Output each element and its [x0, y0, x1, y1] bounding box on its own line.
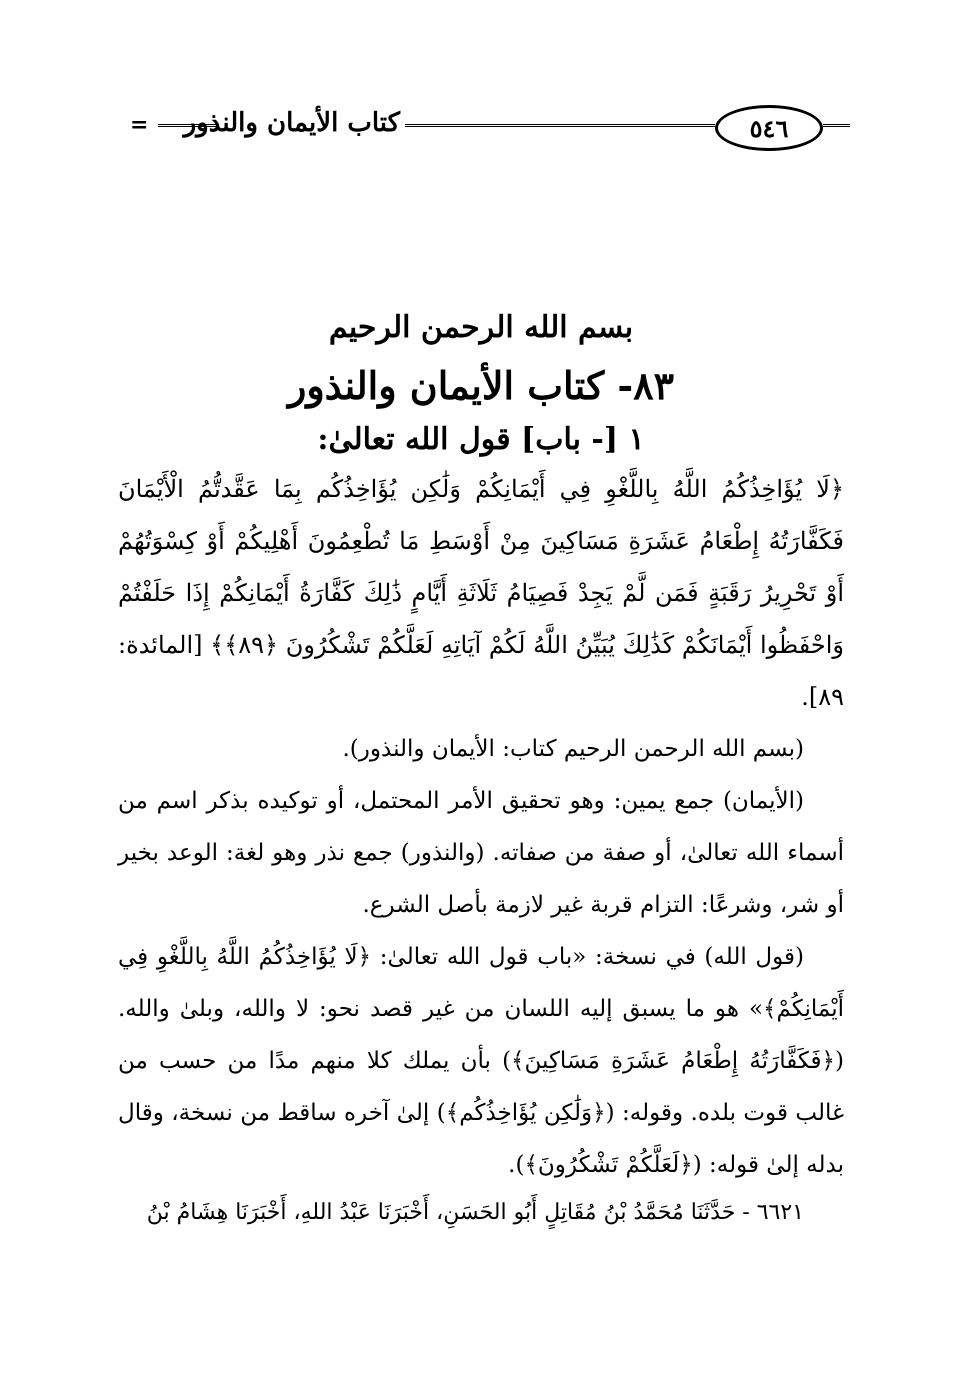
page-content [118, 310, 844, 1235]
hadith-chain: ٦٦٢١ - حَدَّثَنَا مُحَمَّدُ بْنُ مُقَاتِلٍ أَبُو الحَسَنِ، أَخْبَرَنَا عَبْدُ اللهِ، أَخْبَرَنَا هِشَامُ بْنُ [146, 1200, 804, 1225]
page-number [715, 105, 823, 151]
quran-verse: ﴿لَا يُؤَاخِذُكُمُ اللَّهُ بِاللَّغْوِ فِي أَيْمَانِكُمْ وَلَٰكِن يُؤَاخِذُكُم بِمَا عَقَّدتُّمُ الْأَيْمَانَ فَكَفَّارَتُهُ إِطْعَامُ عَشَرَةِ مَسَاكِينَ مِنْ أَوْسَطِ مَا تُطْعِمُونَ أَهْلِيكُمْ أَوْ كِسْوَتُهُمْ أَوْ تَحْرِيرُ رَقَبَةٍ فَمَن لَّمْ يَجِدْ فَصِيَامُ ثَلَاثَةِ أَيَّامٍ ذَٰلِكَ كَفَّارَةُ أَيْمَانِكُمْ إِذَا حَلَفْتُمْ وَاحْفَظُوا أَيْمَانَكُمْ كَذَٰلِكَ يُبَيِّنُ اللَّهُ لَكُمْ آيَاتِهِ لَعَلَّكُمْ تَشْكُرُونَ ﴿٨٩﴾﴾ [المائدة: ٨٩]. [118, 475, 844, 711]
commentary-paragraph: (قول الله) في نسخة: «باب قول الله تعالىٰ: ﴿لَا يُؤَاخِذُكُمُ اللَّهُ بِاللَّغْوِ فِي أَيْمَانِكُمْ﴾» هو ما يسبق إليه اللسان من غير قصد نحو: لا والله، وبلىٰ والله. (﴿فَكَفَّارَتُهُ إِطْعَامُ عَشَرَةِ مَسَاكِينَ﴾) بأن يملك كلا منهم مدًا من حسب من غالب قوت بلده. وقوله: (﴿وَلَٰكِن يُؤَاخِذُكُم﴾) إلىٰ آخره ساقط من نسخة، وقال بدله إلىٰ قوله: (﴿لَعَلَّكُمْ تَشْكُرُونَ﴾). [118, 944, 844, 1178]
header-rule-middle [405, 124, 715, 127]
basmala: بسم الله الرحمن الرحيم [328, 310, 634, 345]
chapter-heading: ١ [- باب] قول الله تعالىٰ: [317, 422, 645, 457]
book-title: ٨٣- كتاب الأيمان والنذور [287, 363, 675, 408]
header-end-mark: = [130, 112, 149, 138]
commentary-paragraph: (بسم الله الرحمن الرحيم كتاب: الأيمان والنذور). [342, 736, 804, 762]
header-rule-right [823, 124, 850, 127]
page-header [130, 100, 850, 160]
commentary-paragraph: (الأيمان) جمع يمين: وهو تحقيق الأمر المحتمل، أو توكيده بذكر اسم من أسماء الله تعالىٰ، أو صفة من صفاته. (والنذور) جمع نذر وهو لغة: الوعد بخير أو شر، وشرعًا: التزام قربة غير لازمة بأصل الشرع. [118, 788, 844, 918]
page-number-text: ٥٤٦ [749, 113, 789, 143]
running-title: كتاب الأيمان والنذور [183, 108, 400, 138]
